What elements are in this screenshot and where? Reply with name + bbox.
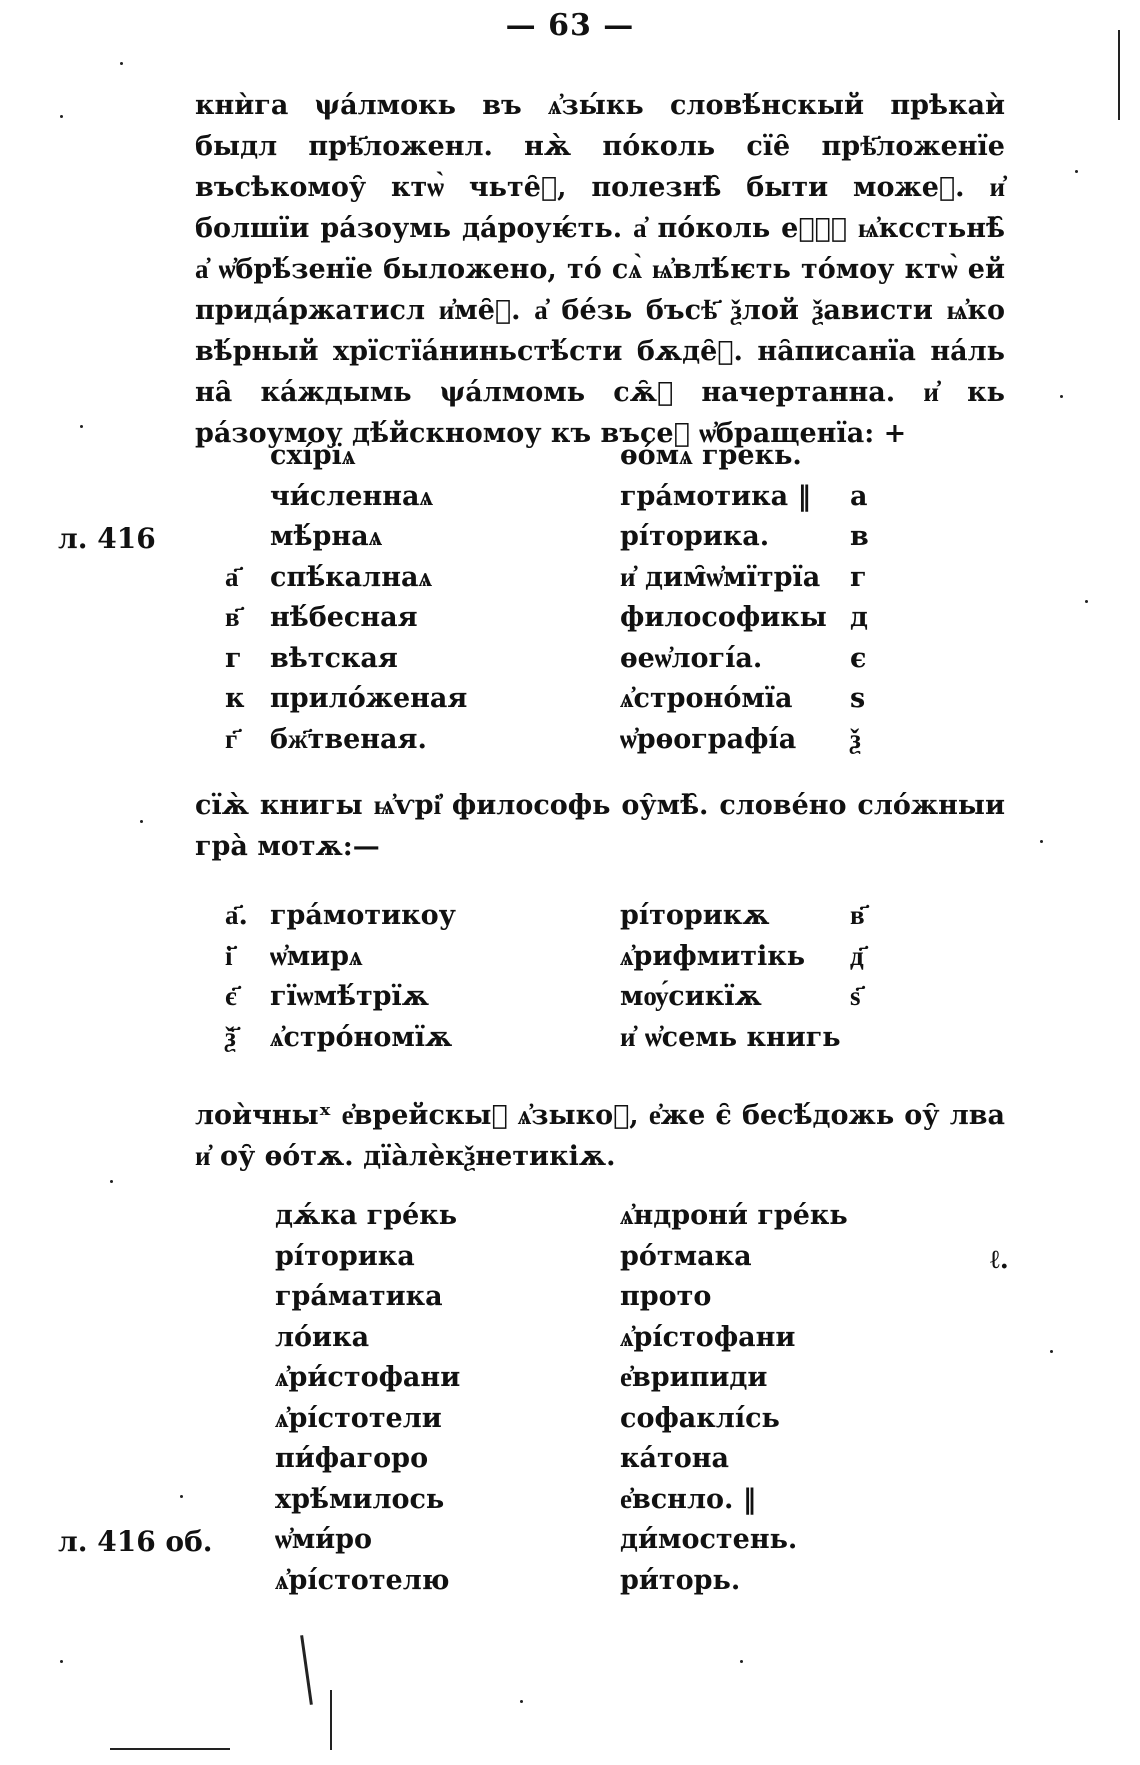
left-entry: нѣ́бесная	[270, 602, 418, 633]
table-row	[0, 521, 1140, 562]
mid-entry: и҆ ѡ҆семь книгь	[620, 1021, 841, 1053]
scan-speck	[520, 1700, 523, 1703]
scan-stroke	[330, 1690, 332, 1750]
left-entry: чи́сленнаѧ	[270, 480, 433, 512]
right-entry: а	[850, 480, 868, 512]
left-entry: спѣ́калнаѧ	[270, 561, 432, 593]
left-entry: гра́мотикоу	[270, 900, 456, 931]
row-number: г҃	[225, 723, 238, 755]
left-entry: ѧ҆ри́стофани	[275, 1362, 461, 1393]
table-row	[0, 602, 1140, 643]
table-row	[0, 1403, 1140, 1444]
scan-speck	[60, 1660, 63, 1663]
marginal-note-2: л. 416 об.	[58, 1525, 213, 1558]
right-entry: є	[850, 642, 867, 674]
table-row	[0, 1022, 1140, 1063]
mid-entry: е҆вснло. ‖	[620, 1483, 757, 1515]
mid-entry: ѡ҆рѳографі́а	[620, 723, 797, 755]
table-row	[0, 1565, 1140, 1606]
table-row	[0, 900, 1140, 941]
left-entry: ѡ҆мирѧ	[270, 940, 363, 972]
mid-entry: ѧ҆строно́мїа	[620, 683, 793, 714]
table-row	[0, 1362, 1140, 1403]
right-entry: ѕ҃	[850, 981, 861, 1012]
table-row	[0, 1443, 1140, 1484]
scan-speck	[1050, 1350, 1053, 1353]
scan-speck	[1075, 170, 1078, 173]
right-entry: г	[850, 561, 867, 593]
row-number: а҃.	[225, 900, 248, 931]
table-row	[0, 643, 1140, 684]
paragraph-3: лоѝчныˣ е҆врейскыⷨ ѧ҆зыкоⷨ, е҆же є̑ бесѣ́дожь оу̑ лва и҆ оу̑ ѳо́тѫ. дїа̀лѐкѯнетикіѫ.	[195, 1100, 1005, 1172]
table-row	[0, 1484, 1140, 1525]
scan-speck	[60, 115, 63, 118]
scan-speck	[140, 820, 143, 823]
table-row	[0, 481, 1140, 522]
scan-speck	[80, 425, 83, 428]
row-number: а҃	[225, 561, 239, 593]
mid-entry: мѹ́сикїѫ	[620, 981, 762, 1012]
page-number: — 63 —	[505, 8, 635, 43]
left-entry: хрѣ́милось	[275, 1483, 445, 1515]
mid-entry: философикы	[620, 602, 827, 633]
left-entry: гїѡмѣ́трїѫ	[270, 981, 430, 1012]
mid-entry: ѧ҆ндрони́ гре́кь	[620, 1200, 848, 1231]
mid-entry: рі́торикѫ	[620, 900, 770, 931]
mid-entry: ѳо́мѧ грекь.	[620, 440, 802, 471]
row-number: г	[225, 642, 242, 674]
mid-entry: ѧ҆рифмитікь	[620, 940, 806, 972]
mid-entry: е҆врипиди	[620, 1362, 768, 1393]
marginal-note-1: л. 416	[58, 522, 156, 555]
right-entry: д	[850, 602, 868, 633]
mid-entry: ѳеѡ҆логі́а.	[620, 642, 763, 674]
row-number: і҃	[225, 940, 233, 972]
left-entry: гра́матика	[275, 1281, 443, 1312]
scan-speck	[1060, 395, 1063, 398]
table-row	[0, 941, 1140, 982]
scan-speck	[120, 62, 123, 65]
table-row	[0, 1241, 1140, 1282]
table-row	[0, 1322, 1140, 1363]
mid-entry: и҆ дим̑ѡ҆мїтрїа	[620, 561, 821, 593]
mid-entry: ри́торь.	[620, 1564, 741, 1596]
mid-entry: ди́мостень.	[620, 1524, 798, 1555]
mid-entry: софаклі́сь	[620, 1402, 780, 1434]
left-entry: рі́торика	[275, 1240, 415, 1272]
row-number: к	[225, 683, 245, 714]
left-entry: бж҃твеная.	[270, 723, 427, 755]
scan-stroke	[110, 1748, 230, 1750]
right-entry: в	[850, 521, 869, 552]
left-entry: схі́рїѧ	[270, 440, 356, 471]
left-entry: ѧ҆рі́стотелю	[275, 1564, 450, 1596]
left-entry: ло́ика	[275, 1321, 370, 1353]
table-1	[0, 440, 1140, 764]
left-entry: ѧ҆рі́стотели	[275, 1402, 442, 1434]
scan-stroke	[300, 1635, 313, 1705]
mid-entry: гра́мотика ‖	[620, 480, 812, 512]
left-entry: ѧ҆стро́номїѫ	[270, 1021, 453, 1053]
right-entry: ѯ	[850, 723, 861, 755]
left-entry: мѣ́рнаѧ	[270, 521, 383, 552]
scan-speck	[1040, 840, 1043, 843]
scan-speck	[740, 1660, 743, 1663]
row-number: ѯ҃	[225, 1021, 236, 1053]
left-entry: ѡ҆ми́ро	[275, 1524, 373, 1555]
mid-entry: прото	[620, 1281, 712, 1312]
table-row	[0, 440, 1140, 481]
scan-speck	[110, 1180, 113, 1183]
left-entry: вѣтская	[270, 642, 398, 674]
right-entry: ѕ	[850, 683, 866, 714]
row-number: в҃	[225, 602, 240, 633]
table-row	[0, 1200, 1140, 1241]
mid-entry: рі́торика.	[620, 521, 770, 552]
left-entry: дѫ́ка гре́кь	[275, 1200, 458, 1231]
mid-entry: ѧ҆рі́стофани	[620, 1321, 796, 1353]
left-entry: прило́женая	[270, 683, 468, 714]
scan-stroke	[1118, 30, 1120, 120]
table-row	[0, 981, 1140, 1022]
mid-entry: ка́тона	[620, 1443, 729, 1474]
table-row	[0, 562, 1140, 603]
paragraph-1: кнѝга ψа́лмокь въ ѧ҆зы́кь словѣ́нскый прѣкаѝ быдл прѣ҃ложенл. нѫ̀ по́коль сїе̑ прѣ҃ложенїе въсѣкомоу̑ ктѡ̀ чьте̑ⷮ, полезнѣ̑ быти можеⷮ. и҆ болшїи ра́зоумь да́роуѥ́ть. а҆ по́коль е҆ⷭ҇ ѩ҆ксстьнѣ̑ а҆ ѡ҆брѣ́зенїе быложено, то́ сѧ̀ ѩ҆влѣ́ѥть то́моу ктѡ̀ ей прида́ржатисл и҆ме̑ⷮ. а҆ бе́зь бъсѣ҃ ѯлой ѯависти ѩ҆ко вѣ́рный хрїстїа́ниньстѣ́сти бѫде̑ⷮ. на̑писанїа на́ль на̑ ка́ждымь ψа́лмомь сѫ̑ⷮ начертанна. и҆ кь ра́зоумоу дѣ́йскномоу къ въсеⷨ ѡ҆бращенїа: +	[195, 90, 1005, 449]
side-mark: ℓ.	[990, 1245, 1009, 1275]
scan-speck	[180, 1495, 183, 1498]
table-row	[0, 1281, 1140, 1322]
mid-entry: ро́тмака	[620, 1240, 752, 1272]
right-entry: в҃	[850, 900, 865, 931]
table-row	[0, 724, 1140, 765]
paragraph-2: сїѫ̀ книгы ѩ҆ѵрі҆ философь оу̑мѣ̑. слове́но сло́жныи гра̀ мотѫ:—	[195, 790, 1005, 862]
row-number: є҃	[225, 981, 237, 1012]
table-row	[0, 683, 1140, 724]
left-entry: пи́фагоро	[275, 1443, 429, 1474]
right-entry: д҃	[850, 940, 864, 972]
table-2	[0, 900, 1140, 1062]
scan-speck	[1085, 600, 1088, 603]
